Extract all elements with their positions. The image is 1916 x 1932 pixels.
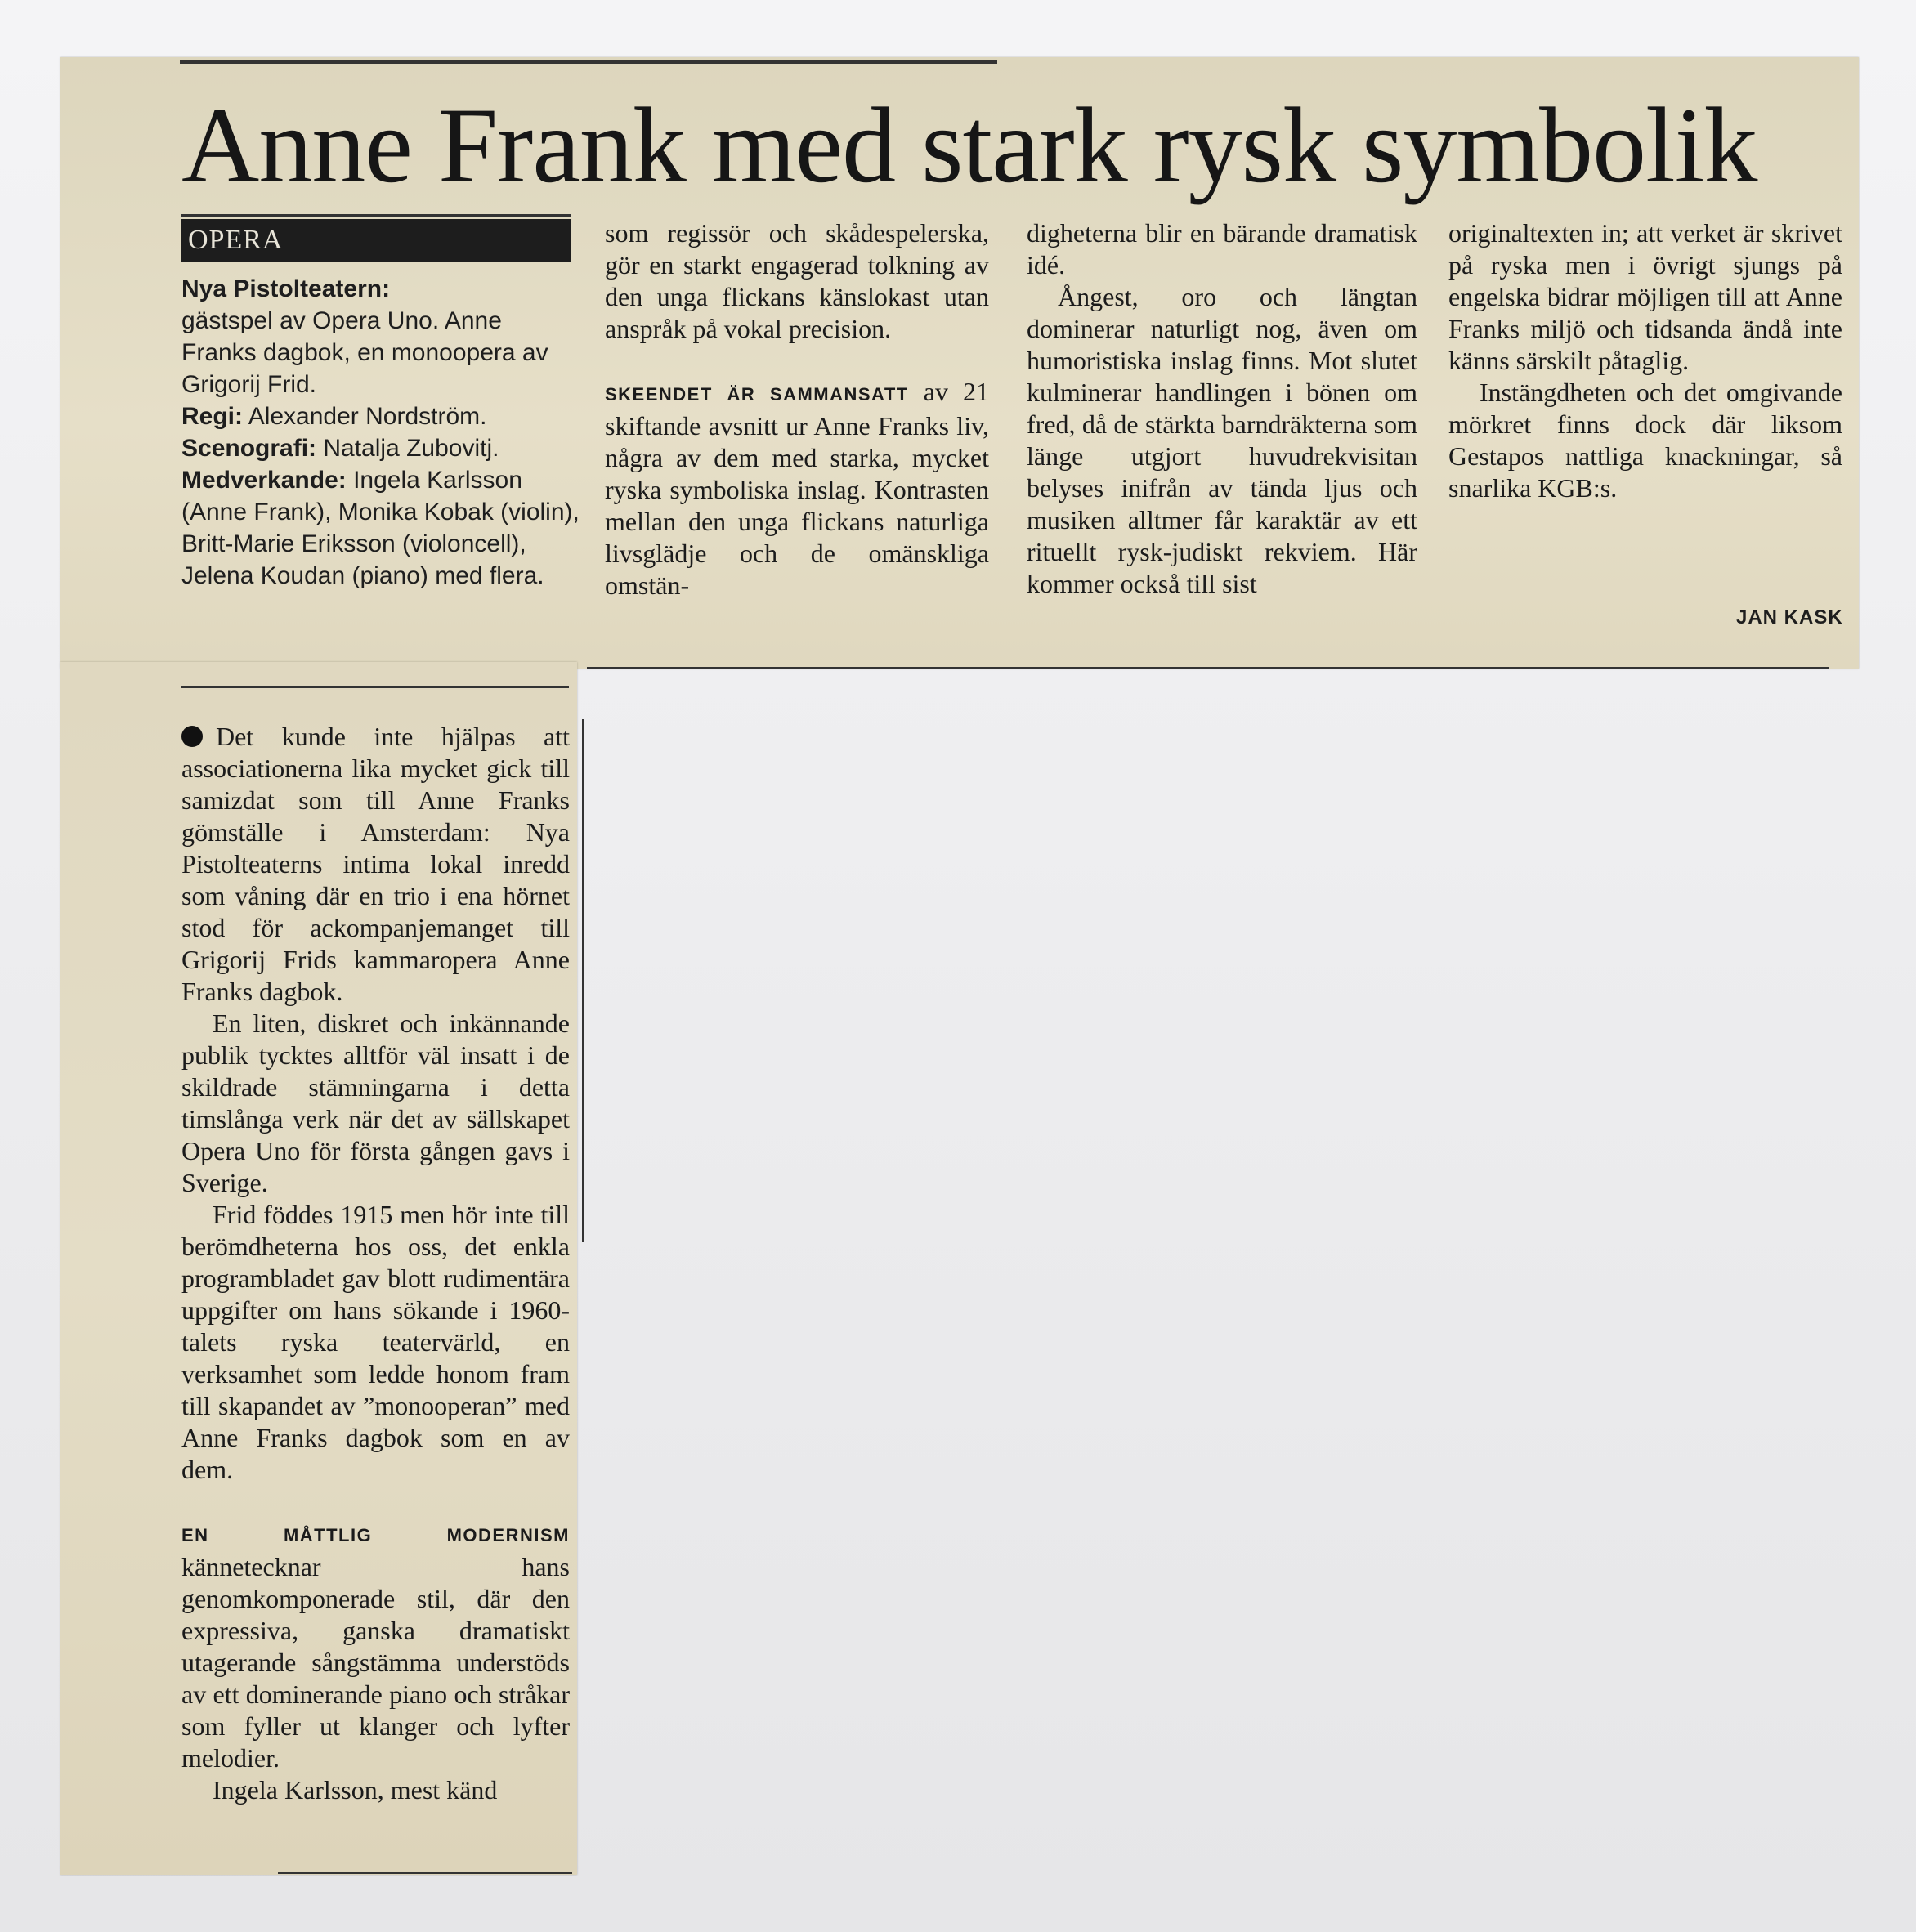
facts-box [181,273,582,592]
facts-bottom-rule [181,686,569,688]
col4-paragraph-2: Instängdheten och det omgivande mörkret finns dock där liksom Gestapos nattliga knackningar, så snarlika KGB:s. [1448,378,1842,503]
director-label: Regi: [181,403,243,430]
bullet-icon [181,726,203,747]
left-paragraph-4: kännetecknar hans genomkomponerade stil, där den expressiva, ganska dramatiskt utagerande sångstämma understöds av ett dominerande piano och stråkar som fyller ut klanger och lyfter melodier. [181,1552,570,1773]
col3-paragraph-1: digheterna blir en bärande dramatisk idé. [1027,218,1417,280]
venue-text: gästspel av Opera Uno. Anne Franks dagbok, en monoopera av Grigorij Frid. [181,307,548,398]
left-paragraph-5: Ingela Karlsson, mest känd [213,1775,498,1805]
col3-paragraph-2: Ångest, oro och längtan dominerar naturligt nog, även om humoristiska inslag finns. Mot slutet kulminerar handlingen i bönen om fred, då de stärkta barndräkterna som länge utgjort huvudrekvisitan belyses inifrån av tända ljus och musiken alltmer får karaktär av ett rituellt rysk-judiskt rekviem. Här kommer också till sist [1027,282,1417,598]
column-4 [1448,217,1842,504]
left-paragraph-3: Frid föddes 1915 men hör inte till berömdheterna hos oss, det enkla programbladet gav blott rudimentära uppgifter om hans sökande i 1960-talets ryska teatervärld, en verksamhet som ledde honom fram till skapandet av ”monooperan” med Anne Franks dagbok som en av dem. [181,1200,570,1484]
headline: Anne Frank med stark rysk symbolik [181,85,1757,205]
clip-bottom-rule [587,667,1829,669]
director-text: Alexander Nordström. [248,403,487,430]
opera-top-rule [181,214,571,217]
col2-paragraph-1: som regissör och skådespelerska, gör en starkt engagerad tolkning av den unga flickans känslokast utan anspråk på vokal precision. [605,218,989,343]
col4-paragraph-1: originaltexten in; att verket är skrivet på ryska men i övrigt sjungs på engelska bidrar möjligen till att Anne Franks miljö och tidsanda ändå inte känns särskilt påtaglig. [1448,218,1842,375]
left-subhead: EN MÅTTLIG MODERNISM [181,1525,570,1545]
column-2 [605,217,989,602]
section-label: OPERA [181,219,571,262]
set-text: Natalja Zubovitj. [323,435,499,462]
cast-text: Ingela Karlsson (Anne Frank), Monika Kobak (violin), Britt-Marie Eriksson (violoncell), Jelena Koudan (piano) med flera. [181,467,580,589]
venue-label: Nya Pistolteatern: [181,275,391,302]
column-3 [1027,217,1417,600]
left-paragraph-1: Det kunde inte hjälpas att associationerna lika mycket gick till samizdat som till Anne Franks gömställe i Amsterdam: Nya Pistolteaterns intima lokal inredd som våning där en trio i ena hörnet stod för ackompanjemanget till Grigorij Frids kammaropera Anne Franks dagbok. [181,722,570,1006]
left-column-bottom-rule [278,1872,572,1874]
column-left [181,721,570,1806]
left-paragraph-2: En liten, diskret och inkännande publik tycktes alltför väl insatt i de skildrade stämningarna i detta timslånga verk när det av sällskapet Opera Uno för första gången gavs i Sverige. [181,1008,570,1197]
byline: JAN KASK [1736,606,1843,628]
column-divider [582,719,584,1242]
top-rule [180,60,997,64]
col2-paragraph-2: av 21 skiftande avsnitt ur Anne Franks liv, några av dem med starka, mycket ryska symboliska inslag. Kontrasten mellan den unga flickans naturliga livsglädje och de omänskliga omstän- [605,377,990,600]
cast-label: Medverkande: [181,467,347,494]
col2-subhead: SKEENDET ÄR SAMMANSATT [605,384,909,405]
set-label: Scenografi: [181,435,317,462]
